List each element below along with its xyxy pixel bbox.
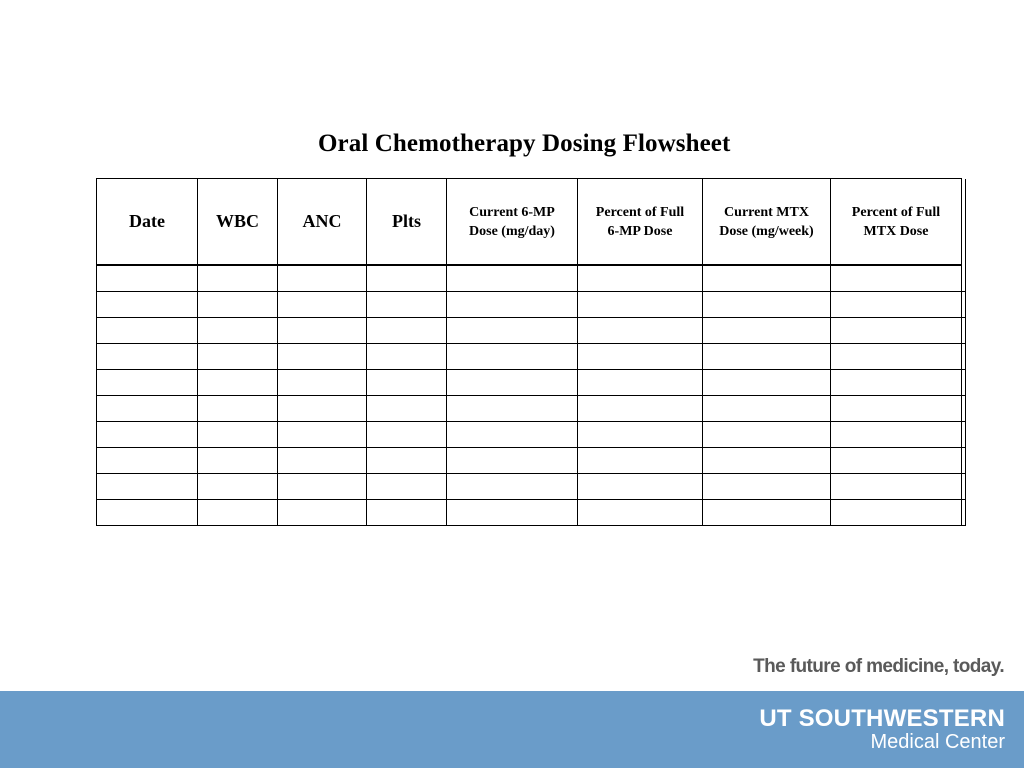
table-cell <box>831 474 962 500</box>
table-edge <box>962 179 966 266</box>
table-edge <box>962 370 966 396</box>
table-row <box>97 500 966 526</box>
table-cell <box>367 265 447 292</box>
header-plts: Plts <box>367 179 447 266</box>
table-cell <box>447 318 578 344</box>
table-cell <box>367 396 447 422</box>
table-cell <box>703 500 831 526</box>
table-cell <box>831 500 962 526</box>
table-cell <box>198 422 278 448</box>
table-row <box>97 422 966 448</box>
table-cell <box>198 370 278 396</box>
logo-subtitle: Medical Center <box>870 731 1005 753</box>
table-cell <box>278 448 367 474</box>
flowsheet-table <box>96 178 966 526</box>
table-cell <box>578 396 703 422</box>
table-cell <box>703 448 831 474</box>
table-row <box>97 344 966 370</box>
table-edge <box>962 474 966 500</box>
table-cell <box>831 370 962 396</box>
header-row <box>97 179 966 266</box>
table-cell <box>367 500 447 526</box>
table-cell <box>97 396 198 422</box>
table-cell <box>703 422 831 448</box>
table-cell <box>278 318 367 344</box>
table-row <box>97 318 966 344</box>
header-current-mtx-dose: Current MTX Dose (mg/week) <box>703 179 831 266</box>
table-edge <box>962 344 966 370</box>
table-cell <box>447 344 578 370</box>
table-cell <box>97 292 198 318</box>
table-row <box>97 396 966 422</box>
table-cell <box>278 370 367 396</box>
table-cell <box>97 500 198 526</box>
table-cell <box>447 422 578 448</box>
table-cell <box>367 344 447 370</box>
table-cell <box>703 370 831 396</box>
table-row <box>97 370 966 396</box>
table-cell <box>278 265 367 292</box>
table-cell <box>831 344 962 370</box>
table-cell <box>97 318 198 344</box>
table-cell <box>447 370 578 396</box>
header-percent-full-6mp: Percent of Full 6-MP Dose <box>578 179 703 266</box>
table-cell <box>367 370 447 396</box>
table-row <box>97 448 966 474</box>
table-cell <box>278 344 367 370</box>
table-cell <box>198 396 278 422</box>
table-cell <box>97 265 198 292</box>
table-cell <box>97 422 198 448</box>
table-cell <box>447 265 578 292</box>
table-cell <box>278 396 367 422</box>
table-cell <box>831 396 962 422</box>
table-cell <box>578 318 703 344</box>
table-cell <box>367 448 447 474</box>
table-edge <box>962 500 966 526</box>
table-cell <box>198 318 278 344</box>
table-cell <box>278 292 367 318</box>
header-current-6mp-dose: Current 6-MP Dose (mg/day) <box>447 179 578 266</box>
table-row <box>97 292 966 318</box>
tagline: The future of medicine, today. <box>753 656 1004 677</box>
table-cell <box>831 422 962 448</box>
table-cell <box>367 422 447 448</box>
table-cell <box>97 448 198 474</box>
table-cell <box>578 500 703 526</box>
table-cell <box>447 292 578 318</box>
table-cell <box>578 474 703 500</box>
table-cell <box>578 265 703 292</box>
table-cell <box>703 474 831 500</box>
table-cell <box>198 448 278 474</box>
table-cell <box>831 318 962 344</box>
table-cell <box>367 292 447 318</box>
table-cell <box>703 318 831 344</box>
header-date: Date <box>97 179 198 266</box>
table-cell <box>447 448 578 474</box>
table-edge <box>962 292 966 318</box>
table-cell <box>198 500 278 526</box>
table-cell <box>367 474 447 500</box>
table-cell <box>97 474 198 500</box>
table-cell <box>578 422 703 448</box>
table-cell <box>703 396 831 422</box>
table-cell <box>447 474 578 500</box>
table-edge <box>962 448 966 474</box>
table-cell <box>578 292 703 318</box>
table-cell <box>831 265 962 292</box>
table-row <box>97 265 966 292</box>
page-title: Oral Chemotherapy Dosing Flowsheet <box>318 130 731 157</box>
table-cell <box>578 448 703 474</box>
header-anc: ANC <box>278 179 367 266</box>
table-cell <box>703 292 831 318</box>
table-cell <box>447 500 578 526</box>
table-cell <box>447 396 578 422</box>
header-percent-full-mtx: Percent of Full MTX Dose <box>831 179 962 266</box>
table-cell <box>278 474 367 500</box>
table-cell <box>831 292 962 318</box>
table-cell <box>703 265 831 292</box>
table-cell <box>97 370 198 396</box>
table-cell <box>278 422 367 448</box>
table-cell <box>367 318 447 344</box>
table-cell <box>578 370 703 396</box>
table-edge <box>962 318 966 344</box>
table-cell <box>198 265 278 292</box>
table-edge <box>962 422 966 448</box>
table-cell <box>831 448 962 474</box>
table-cell <box>278 500 367 526</box>
table-cell <box>97 344 198 370</box>
table-cell <box>578 344 703 370</box>
table-edge <box>962 396 966 422</box>
table-cell <box>198 292 278 318</box>
table-row <box>97 474 966 500</box>
table-cell <box>198 344 278 370</box>
table-edge <box>962 265 966 292</box>
table-cell <box>198 474 278 500</box>
logo-title: UT SOUTHWESTERN <box>759 705 1005 732</box>
table-cell <box>703 344 831 370</box>
header-wbc: WBC <box>198 179 278 266</box>
